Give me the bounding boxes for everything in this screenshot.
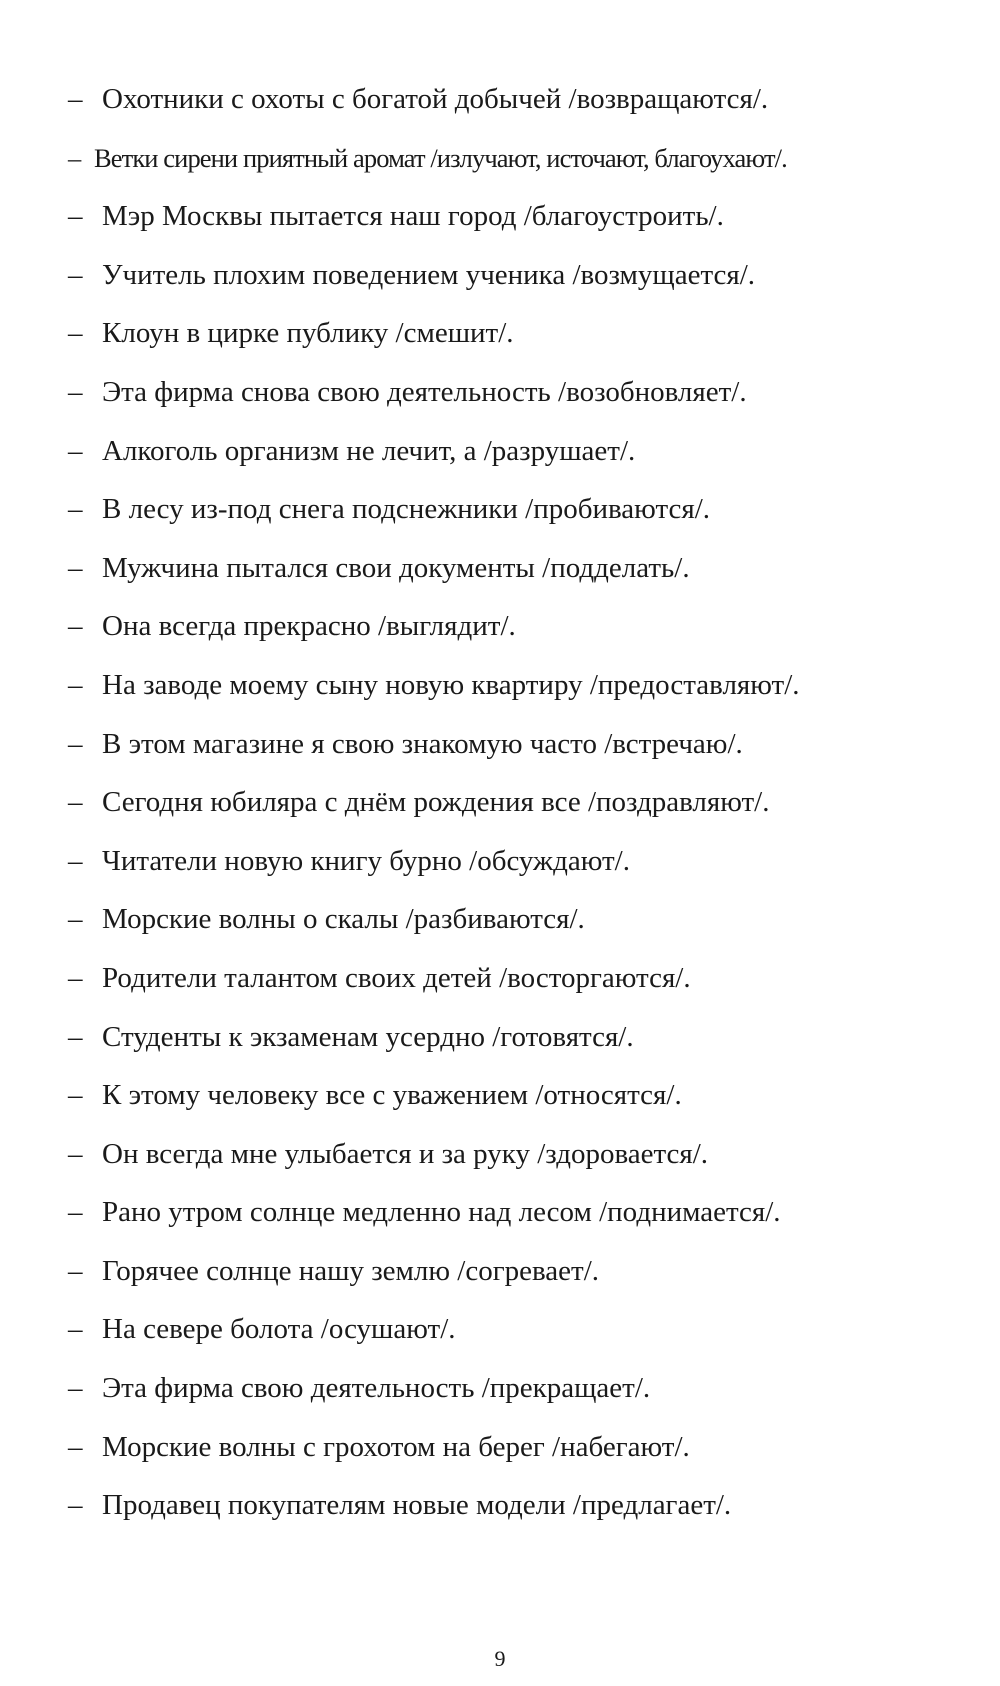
list-item <box>68 1008 968 1067</box>
sentence-text: Эта фирма снова свою деятельность /возобновляет/. <box>102 375 747 408</box>
sentence-text: На севере болота /осушают/. <box>102 1313 456 1346</box>
list-dash: – <box>68 317 83 350</box>
list-dash: – <box>68 551 83 584</box>
list-dash: – <box>68 493 83 526</box>
list-item <box>68 890 968 949</box>
sentence-text: Родители талантом своих детей /восторгаются/. <box>102 961 691 994</box>
list-dash: – <box>68 1313 83 1346</box>
list-item <box>68 656 968 715</box>
list-dash: – <box>68 434 83 467</box>
sentence-text: Клоун в цирке публику /смешит/. <box>102 317 514 350</box>
list-dash: – <box>68 844 83 877</box>
list-dash: – <box>68 610 83 643</box>
list-item <box>68 480 968 539</box>
sentence-text: На заводе моему сыну новую квартиру /предоставляют/. <box>102 668 800 701</box>
sentence-text: Продавец покупателям новые модели /предлагает/. <box>102 1489 732 1522</box>
list-item <box>68 1242 968 1301</box>
sentence-text: Он всегда мне улыбается и за руку /здоровается/. <box>102 1137 709 1170</box>
list-dash: – <box>68 142 81 173</box>
list-dash: – <box>68 1196 83 1229</box>
list-dash: – <box>68 83 83 115</box>
sentence-text: Мужчина пытался свои документы /подделать/. <box>102 551 690 584</box>
list-item <box>68 773 968 832</box>
list-item <box>68 1125 968 1184</box>
sentence-text: К этому человеку все с уважением /относятся/. <box>102 1079 682 1112</box>
list-item <box>68 187 968 246</box>
list-dash: – <box>68 961 83 994</box>
list-item <box>68 246 968 305</box>
sentence-text: Сегодня юбиляра с днём рождения все /поздравляют/. <box>102 786 770 819</box>
page-number: 9 <box>494 1646 506 1671</box>
list-dash: – <box>68 668 83 701</box>
list-item <box>68 832 968 891</box>
sentence-text: Морские волны о скалы /разбиваются/. <box>102 903 585 936</box>
sentence-text: Охотники с охоты с богатой добычей /возвращаются/. <box>102 83 769 115</box>
list-dash: – <box>68 903 83 936</box>
sentence-text: Ветки сирени приятный аромат /излучают, источают, благоухают/. <box>94 142 787 173</box>
sentence-list <box>68 70 968 1535</box>
list-item <box>68 363 968 422</box>
list-dash: – <box>68 375 83 408</box>
list-item <box>68 1476 968 1535</box>
list-dash: – <box>68 1430 83 1463</box>
list-item <box>68 1300 968 1359</box>
sentence-text: Учитель плохим поведением ученика /возмущается/. <box>102 258 756 291</box>
list-item <box>68 1183 968 1242</box>
sentence-text: В этом магазине я свою знакомую часто /встречаю/. <box>102 727 743 760</box>
list-item <box>68 129 968 188</box>
list-item <box>68 70 968 129</box>
list-dash: – <box>68 1020 83 1053</box>
list-item <box>68 1418 968 1477</box>
sentence-text: Горячее солнце нашу землю /согревает/. <box>102 1254 600 1287</box>
list-dash: – <box>68 1372 83 1405</box>
sentence-text: Алкоголь организм не лечит, а /разрушает/. <box>102 434 636 467</box>
list-dash: – <box>68 1079 83 1112</box>
list-dash: – <box>68 200 83 233</box>
list-item <box>68 715 968 774</box>
list-item <box>68 539 968 598</box>
list-item <box>68 597 968 656</box>
list-dash: – <box>68 258 83 291</box>
list-item <box>68 422 968 481</box>
list-dash: – <box>68 1254 83 1287</box>
sentence-text: Рано утром солнце медленно над лесом /поднимается/. <box>102 1196 781 1229</box>
sentence-text: Она всегда прекрасно /выглядит/. <box>102 610 516 643</box>
list-item <box>68 949 968 1008</box>
list-dash: – <box>68 1137 83 1170</box>
sentence-text: Читатели новую книгу бурно /обсуждают/. <box>102 844 630 877</box>
list-dash: – <box>68 1489 83 1522</box>
sentence-text: В лесу из-под снега подснежники /пробиваются/. <box>102 493 710 526</box>
list-dash: – <box>68 727 83 760</box>
sentence-text: Морские волны с грохотом на берег /набегают/. <box>102 1430 690 1463</box>
list-item <box>68 1359 968 1418</box>
sentence-text: Студенты к экзаменам усердно /готовятся/. <box>102 1020 634 1053</box>
sentence-text: Мэр Москвы пытается наш город /благоустроить/. <box>102 200 724 233</box>
sentence-text: Эта фирма свою деятельность /прекращает/. <box>102 1372 651 1405</box>
list-item <box>68 304 968 363</box>
list-item <box>68 1066 968 1125</box>
list-dash: – <box>68 786 83 819</box>
